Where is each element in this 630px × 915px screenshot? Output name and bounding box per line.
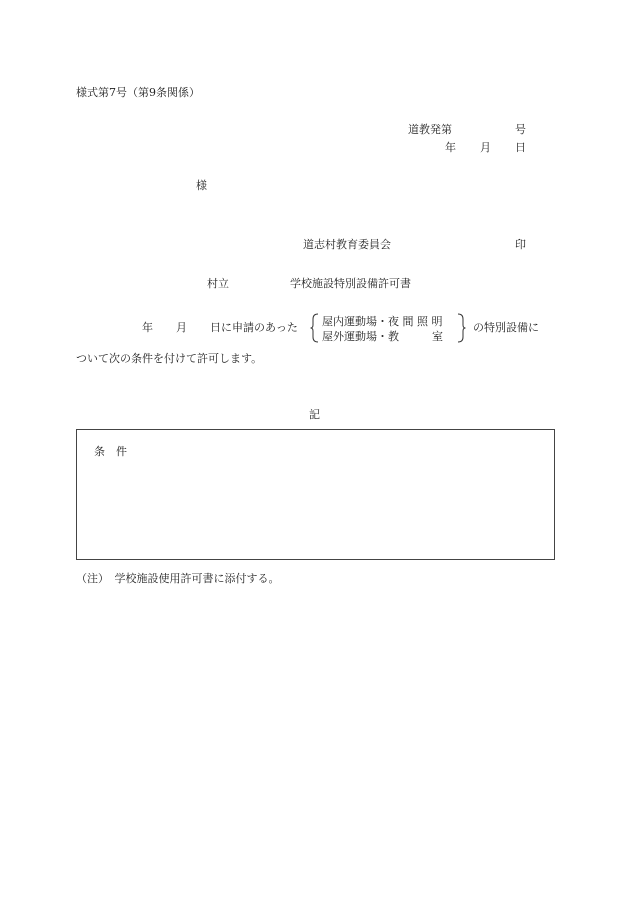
right-brace-icon: [457, 313, 467, 343]
ki-heading: 記: [309, 408, 320, 421]
addressee-honorific: 様: [196, 179, 207, 192]
option-outdoor-field-classroom: 屋外運動場・教 室: [322, 330, 443, 343]
note: （注） 学校施設使用許可書に添付する。: [76, 572, 280, 585]
form-number: 様式第7号（第9条関係）: [76, 86, 200, 99]
body-month: 月: [176, 321, 187, 334]
document-title: 学校施設特別設備許可書: [290, 277, 411, 290]
left-brace-icon: [310, 313, 320, 343]
issuer-name: 道志村教育委員会: [303, 238, 391, 251]
issuer-seal: 印: [515, 238, 526, 251]
body-line-2: ついて次の条件を付けて許可します。: [76, 352, 263, 365]
date-year: 年: [445, 141, 456, 154]
conditions-label: 条 件: [94, 445, 127, 458]
body-applied-on: 日に申請のあった: [210, 321, 298, 334]
issue-number-suffix: 号: [515, 123, 526, 136]
title-village-school: 村立: [207, 277, 229, 290]
conditions-box: [76, 429, 555, 560]
option-indoor-gym-night-lighting: 屋内運動場・夜 間 照 明: [322, 315, 443, 328]
body-after-options: の特別設備に: [473, 321, 539, 334]
body-year: 年: [142, 321, 153, 334]
date-month: 月: [480, 141, 491, 154]
issue-number-prefix: 道教発第: [408, 123, 452, 136]
date-day: 日: [515, 141, 526, 154]
